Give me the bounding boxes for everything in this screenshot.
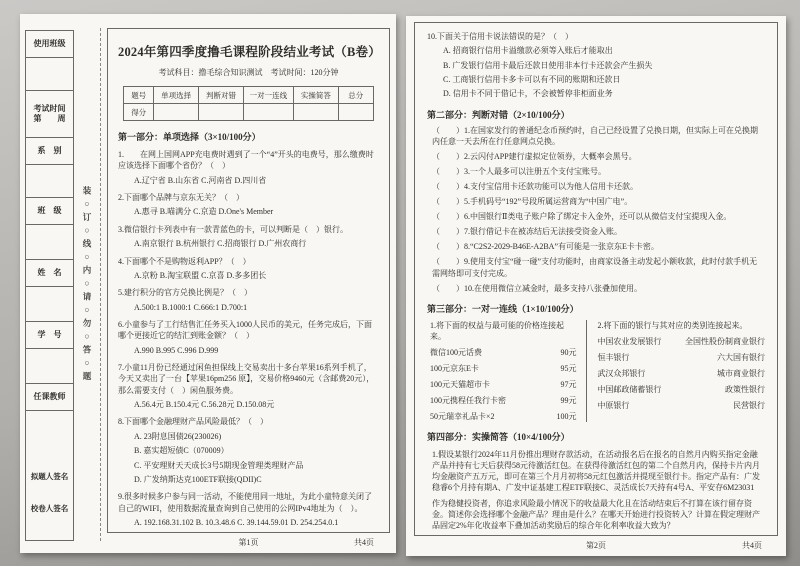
match-value: 民营银行: [733, 401, 765, 411]
info-sidebar: [25, 30, 74, 541]
match-item: 恒丰银行: [597, 353, 630, 363]
blank-cell: [26, 165, 73, 198]
score-header-cell: 一对一连线: [243, 87, 293, 104]
score-table-score-row: [124, 104, 374, 121]
question-text: 4.下面哪个不是购物返利APP？（ ）: [118, 256, 251, 266]
match-item: 100元携程任我行卡密: [430, 396, 506, 406]
question-options: A.500:1 B.1000:1 C.666:1 D.700:1: [134, 302, 248, 312]
question-option-a: A. 招商银行信用卡溢缴款必须等入账后才能取出: [443, 46, 613, 56]
question-text: 1. 在网上国网APP充电费时遇到了一个“4”开头的电费号，那么缴费时应该选择下面哪个省份？（ ）: [118, 150, 374, 171]
page1-footer: [107, 533, 390, 553]
match-value: 政策性银行: [725, 385, 765, 395]
blank-cell: [26, 349, 73, 384]
score-header-cell: 总分: [338, 87, 373, 104]
score-empty-cell: [199, 104, 244, 121]
matching-section: [430, 320, 765, 422]
question-text: 8.下面哪个金融理财产品风险最低？（ ）: [118, 417, 268, 427]
exam-page-2: [406, 16, 786, 556]
field-sig-grader: 校卷人签名: [30, 503, 69, 513]
score-table-header-row: [124, 87, 374, 104]
score-row-label: 得分: [124, 104, 154, 121]
question-options: A.辽宁省 B.山东省 C.河南省 D.四川省: [134, 175, 267, 185]
question-text: 5.建行积分的官方兑换比例是？（ ）: [118, 288, 252, 298]
exam-page-1: [20, 14, 396, 553]
question-2: [118, 192, 379, 218]
matching-right-intro: 2.将下面的银行与其对应的类别连接起来。: [597, 320, 748, 330]
score-table: [123, 86, 374, 121]
matching-left-intro: 1.将下面的权益与最可能的价格连接起来。: [430, 320, 564, 342]
judgment-item-4: （ ）4.支付宝信用卡还款功能可以为他人信用卡还款。: [432, 182, 638, 192]
question-options: A. 192.168.31.102 B. 10.3.48.6 C. 39.144.59.01 D. 254.254.0.1: [134, 517, 339, 527]
judgment-item-6: （ ）6.中国银行Ⅱ类电子账户除了绑定卡入金外，还可以从微信支付宝提现入金。: [432, 212, 732, 222]
question-text: 10.下面关于信用卡说法错误的是？（ ）: [427, 32, 573, 41]
match-value: 90元: [560, 348, 577, 358]
match-row: [597, 400, 765, 411]
exam-title: 2024年第四季度撸毛课程阶段结业考试（B卷）: [118, 45, 381, 59]
section2-heading: 第二部分：判断对错（2×10/100分）: [427, 109, 570, 120]
score-empty-cell: [154, 104, 199, 121]
field-exam-time: [26, 91, 73, 138]
match-value: 95元: [560, 364, 577, 374]
question-7: [118, 362, 379, 410]
field-use-class: 使用班级: [26, 31, 73, 58]
page1-content-frame: [107, 28, 390, 533]
question-text: 2.下面哪个品牌与京东无关？（ ）: [118, 193, 244, 203]
page2-footer: [414, 536, 778, 556]
page1-content-column: [107, 28, 390, 553]
question-option-c: C. 工商银行信用卡多卡可以有不同的账期和还款日: [443, 75, 621, 85]
question-3: [118, 224, 379, 250]
question-options: A.南京银行 B.杭州银行 C.招商银行 D.广州农商行: [134, 239, 307, 249]
match-item: 中国邮政储蓄银行: [597, 385, 662, 395]
question-options: A.京粉 B.淘宝联盟 C.京喜 D.多多团长: [134, 270, 267, 280]
match-value: 全国性股份制商业银行: [685, 337, 765, 347]
practical-question-paragraph-2: 作为稳健投资者，你追求风险最小情况下的收益最大化且在活动结束后不打算在该行留存资金。简述你会选择哪个金融产品？理由是什么？在哪天开始进行投资转入？计算在假定理财产品固定2%年化收益率下叠加活动奖励后的综合年化利率收益大致为？: [432, 498, 760, 530]
page-number: 第2页: [586, 541, 606, 550]
score-empty-cell: [243, 104, 293, 121]
question-8: [118, 416, 379, 485]
field-sig-setter: 拟题人签名: [30, 471, 69, 481]
match-row: [430, 347, 576, 358]
score-empty-cell: [338, 104, 373, 121]
section3-heading: 第三部分：一对一连线（1×10/100分）: [427, 303, 579, 314]
question-option-c: C. 平安理财天天成长3号5期现金管理类理财产品: [134, 460, 304, 470]
match-row: [430, 363, 576, 374]
match-row: [597, 352, 765, 363]
judgment-item-3: （ ）3.一个人最多可以注册五个支付宝账号。: [432, 167, 606, 177]
question-options: A.56.4元 B.150.4元 C.56.28元 D.150.08元: [134, 400, 275, 410]
judgment-item-10: （ ）10.在使用微信立减金时，最多支持八张叠加使用。: [432, 283, 642, 293]
match-row: [597, 384, 765, 395]
match-row: [597, 368, 765, 379]
match-row: [430, 395, 576, 406]
match-item: 中国农业发展银行: [597, 337, 662, 347]
question-text: 3.微信银行卡列表中有一款青蓝色的卡，可以判断是（ ）银行。: [118, 224, 348, 234]
page2-content-frame: [414, 22, 778, 536]
question-5: [118, 287, 379, 313]
question-option-b: B. 广发银行信用卡最后还款日使用非本行卡还款会产生损失: [443, 60, 653, 70]
match-item: 50元瑞幸礼品卡×2: [430, 412, 495, 422]
total-pages: 共4页: [742, 541, 762, 550]
signature-area: [26, 411, 73, 540]
blank-cell: [26, 58, 73, 91]
match-value: 100元: [556, 412, 577, 422]
question-option-d: D. 广发纳斯达克100ETF联接(QDII)C: [134, 474, 262, 484]
question-option-d: D. 信用卡不同于借记卡，不会被暂停非柜面业务: [443, 89, 613, 99]
field-teacher: 任课教师: [26, 384, 73, 411]
question-options: A.惠寻 B.喵满分 C.京造 D.One's Member: [134, 207, 274, 217]
question-text: 7.小童11月份已经通过闲鱼担保线上交易卖出十多台苹果16系列手机了，今天又卖出了一台【苹果16pm256 原】，交易价格9460元（含邮费20元），那么需要支付（ ）闲鱼服务费。: [118, 363, 375, 395]
binding-line: [74, 28, 101, 541]
match-item: 微信100元话费: [430, 348, 482, 358]
question-options: A.990 B.995 C.996 D.999: [134, 345, 219, 355]
binding-text: 装○订○线○内○请○勿○答○题: [82, 185, 92, 384]
match-item: 100元天猫超市卡: [430, 380, 490, 390]
question-1: [118, 149, 379, 186]
judgment-item-9: （ ）9.使用支付宝“碰一碰”支付功能时，由商家设备主动发起小额收款，此时付款手机无需网络即可支付完成。: [432, 257, 758, 278]
matching-right-column: [587, 320, 765, 422]
judgment-item-2: （ ）2.云闪付APP建行虚拟定位领券，大概率会黑号。: [432, 152, 637, 162]
match-value: 99元: [560, 396, 577, 406]
match-value: 六大国有银行: [717, 353, 765, 363]
judgment-item-7: （ ）7.银行借记卡在被冻结后无法接受资金入账。: [432, 227, 622, 237]
score-header-cell: 实操简答: [293, 87, 338, 104]
section4-heading: 第四部分：实操简答（10×4/100分）: [427, 432, 570, 443]
blank-cell: [26, 225, 73, 260]
field-department: 系 别: [26, 138, 73, 165]
match-row: [597, 336, 765, 347]
practical-question-paragraph-1: 1.假设某银行2024年11月份推出理财存款活动，在活动报名后在报名的自然月内购买指定金融产品并持有七天后获得58元待激活红包。在获得待激活红包的第二个自然月内，保持卡片内月均金融资产五万元，即可在第三个月月初将58元红包激活并提现至银行卡。指定产品有：广发稳睿6个月持有期A、广发中证基建工程ETF联接C、灵活成长7天持有4号A、平安存6M23031: [432, 449, 760, 492]
exam-subject-line: 考试科目：撸毛综合知识测试 考试时间：120分钟: [158, 68, 339, 77]
field-class: 班 级: [26, 198, 73, 225]
question-4: [118, 256, 379, 282]
match-value: 城市商业银行: [717, 369, 765, 379]
question-option-a: A. 23附息国债26(230026): [134, 431, 222, 441]
score-header-cell: 题号: [124, 87, 154, 104]
blank-cell: [26, 287, 73, 322]
question-text: 9.很多时候多户参与同一活动，不能使用同一地址，为此小童特意关闭了自己的WIFI，使用数据流量查询到自己使用的公网IPv4地址为（ ）。: [118, 492, 372, 513]
score-header-cell: 单项选择: [154, 87, 199, 104]
match-value: 97元: [560, 380, 577, 390]
match-row: [430, 379, 576, 390]
field-name: 姓 名: [26, 260, 73, 287]
judgment-item-8: （ ）8.“C2S2-2029-B46E-A2BA”有可能是一张京东E卡卡密。: [432, 242, 659, 252]
field-student-id: 学 号: [26, 322, 73, 349]
page-number: 第1页: [238, 538, 259, 547]
week-label: 第 周: [33, 114, 66, 123]
score-header-cell: 判断对错: [199, 87, 244, 104]
score-empty-cell: [293, 104, 338, 121]
match-item: 100元京东E卡: [430, 364, 479, 374]
section1-heading: 第一部分：单项选择（3×10/100分）: [118, 132, 261, 142]
question-9: [118, 491, 379, 528]
judgment-item-1: （ ）1.在国家发行的普通纪念币预约时，自己已经设置了兑换日期，但实际上可在兑换期内任意一天去所在行任意网点兑换。: [432, 126, 758, 147]
question-10: [427, 31, 765, 100]
question-option-b: B. 嘉实超短债C（070009）: [134, 446, 229, 456]
question-6: [118, 319, 379, 356]
matching-left-column: [430, 320, 587, 422]
judgment-item-5: （ ）5.手机码号“192”号段所属运营商为“中国广电”。: [432, 197, 633, 207]
exam-time-label: 考试时间: [33, 103, 66, 113]
match-item: 中原银行: [597, 401, 630, 411]
match-item: 武汉众邦银行: [597, 369, 646, 379]
question-text: 6.小童参与了工行结售汇任务买入1000人民币的美元，任务完成后，下面哪个更接近它的结汇到账金额？（ ）: [118, 319, 372, 341]
total-pages: 共4页: [354, 538, 374, 547]
match-row: [430, 411, 576, 422]
